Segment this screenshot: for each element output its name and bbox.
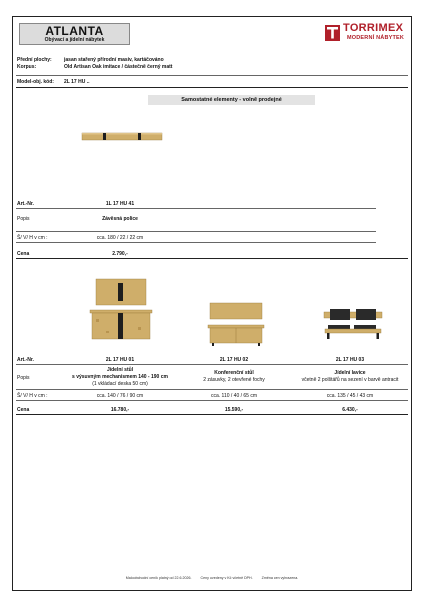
art-nr-label: Art.-Nr. <box>17 357 34 363</box>
item-desc: (1 vkládací deska 50 cm) <box>92 381 148 387</box>
page-title: ATLANTA <box>45 24 104 38</box>
divider <box>16 414 408 415</box>
item-name: Závěsná police <box>102 216 138 222</box>
brand-tagline: MODERNÍ NÁBYTEK <box>347 35 405 41</box>
coffee-table-drawing <box>206 303 266 347</box>
item-dims: cca. 135 / 45 / 43 cm <box>326 393 374 399</box>
section-title: Samostatné elementy - volně prodejné <box>181 97 282 103</box>
item-price: 15.590,- <box>224 407 244 413</box>
page-subtitle: Obývací a jídelní nábytek <box>44 37 105 43</box>
dims-label: Š/ V/ H v cm : <box>17 393 48 399</box>
model-value: 2L 17 HU .. <box>64 79 90 85</box>
divider <box>16 208 376 209</box>
body-label: Korpus: <box>17 64 37 70</box>
item-desc: 2 zásuvky, 2 otevřené fochy <box>203 377 265 383</box>
bench-drawing <box>322 309 384 341</box>
footer-notes <box>0 576 424 580</box>
item-dims: cca. 180 / 22 / 22 cm <box>96 235 144 241</box>
body-value: Old Artisan Oak imitace / částečně černý matt <box>64 64 173 70</box>
torrimex-logo-icon <box>325 25 340 41</box>
footer-note: Maloobchodní ceník platný od 22.6.2026. <box>125 576 192 580</box>
front-label: Přední plochy: <box>17 57 52 63</box>
divider <box>16 389 408 390</box>
divider <box>16 87 408 88</box>
section-banner <box>148 95 315 105</box>
divider <box>16 242 376 243</box>
brand-name: TORRIMEX <box>343 22 404 34</box>
item-dims: cca. 140 / 76 / 90 cm <box>96 393 144 399</box>
item-name: Jídelní lavice <box>334 370 366 376</box>
dims-label: Š/ V/ H v cm : <box>17 235 48 241</box>
footer-note: Ceny uvedeny v Kč včetně DPH. <box>200 576 253 580</box>
divider <box>16 75 408 76</box>
item-price: 16.780,- <box>110 407 130 413</box>
item-price: 6.430,- <box>342 407 358 413</box>
divider <box>16 400 408 401</box>
item-price: 2.790,- <box>112 251 128 257</box>
divider <box>16 231 376 232</box>
cena-label: Cena <box>17 407 30 413</box>
art-nr-label: Art.-Nr. <box>17 201 34 207</box>
item-code: 2L 17 HU 02 <box>219 357 249 363</box>
popis-label: Popis <box>17 216 30 222</box>
footer-note: Změna cen vyhrazena. <box>261 576 299 580</box>
item-code: 2L 17 HU 03 <box>335 357 365 363</box>
popis-label: Popis <box>17 375 30 381</box>
divider <box>16 258 408 259</box>
title-box <box>19 23 130 45</box>
item-code: 1L 17 HU 41 <box>105 201 135 207</box>
item-desc: včetně 2 polštářů na sezení v barvě antracit <box>301 377 399 383</box>
dining-table-drawing <box>86 279 156 344</box>
item-desc: s výsuvným mechanismem 140 - 190 cm <box>72 374 168 380</box>
item-name: Konferenční stůl <box>214 370 254 376</box>
item-name: Jídelní stůl <box>106 367 134 373</box>
divider <box>16 364 408 365</box>
model-label: Model-obj. kód: <box>17 79 54 85</box>
wall-shelf-drawing <box>82 131 162 143</box>
front-value: jasan stařený přírodní masiv, kartáčováno <box>64 57 164 63</box>
cena-label: Cena <box>17 251 30 257</box>
item-code: 2L 17 HU 01 <box>105 357 135 363</box>
item-dims: cca. 110 / 40 / 65 cm <box>210 393 258 399</box>
